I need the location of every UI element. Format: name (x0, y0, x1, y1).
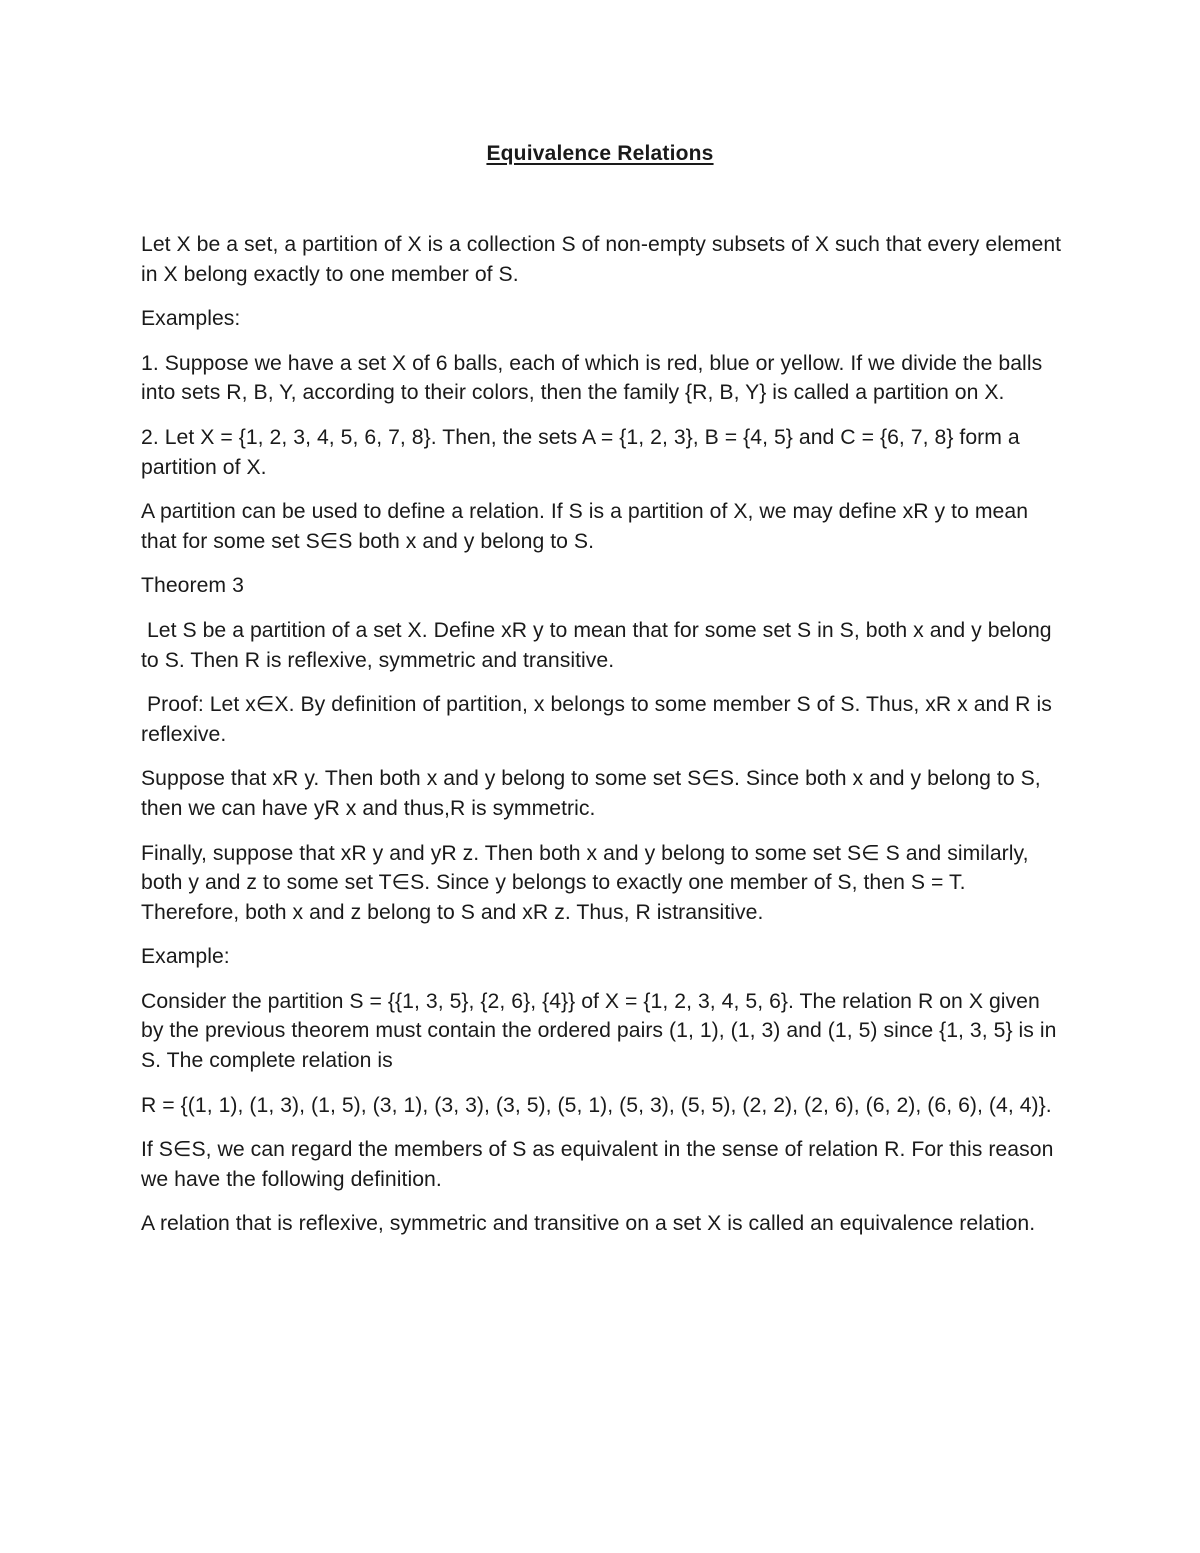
paragraph-theorem-statement: Let S be a partition of a set X. Define xR y to mean that for some set S in S, both x and y belong to S. Then R is reflexive, symmetric and transitive. (141, 618, 1058, 672)
paragraph-proof-reflexive: Proof: Let x∈X. By definition of partition, x belongs to some member S of S. Thus, xR x and R is reflexive. (141, 693, 1058, 746)
paragraph-theorem-heading: Theorem 3 (141, 574, 244, 598)
paragraph-example-partition: Consider the partition S = {{1, 3, 5}, {2, 6}, {4}} of X = {1, 2, 3, 4, 5, 6}. The relation R on X given by the previous theorem must contain the ordered pairs (1, 1), (1, 3) and (1, 5) since {1, 3, 5} is in S. The complete relation is (141, 989, 1057, 1073)
document-title: Equivalence Relations (486, 142, 714, 165)
paragraph-partition-relation: A partition can be used to define a relation. If S is a partition of X, we may define xR y to mean that for some set S∈S both x and y belong to S. (141, 500, 1029, 553)
paragraph-examples-heading: Examples: (141, 307, 241, 331)
paragraph-example-heading: Example: (141, 945, 230, 969)
document-body (141, 230, 1066, 1254)
paragraph-example-sets: 2. Let X = {1, 2, 3, 4, 5, 6, 7, 8}. Then, the sets A = {1, 2, 3}, B = {4, 5} and C = {6, 7, 8} form a partition of X. (141, 425, 1020, 479)
paragraph-example-balls: 1. Suppose we have a set X of 6 balls, each of which is red, blue or yellow. If we divide the balls into sets R, B, Y, according to their colors, then the family {R, B, Y} is called a partition on X. (141, 351, 1043, 405)
paragraph-equivalence-definition: A relation that is reflexive, symmetric and transitive on a set X is called an equivalence relation. (141, 1212, 1036, 1236)
paragraph-proof-symmetric: Suppose that xR y. Then both x and y belong to some set S∈S. Since both x and y belong to S, then we can have yR x and thus,R is symmetric. (141, 767, 1041, 820)
paragraph-complete-relation: R = {(1, 1), (1, 3), (1, 5), (3, 1), (3, 3), (3, 5), (5, 1), (5, 3), (5, 5), (2, 2), (2, 6), (6, 2), (6, 6), (4, 4)}. (141, 1093, 1052, 1117)
paragraph-equivalent-members: If S∈S, we can regard the members of S as equivalent in the sense of relation R. For this reason we have the following definition. (141, 1138, 1054, 1191)
paragraph-proof-transitive: Finally, suppose that xR y and yR z. Then both x and y belong to some set S∈ S and similarly, both y and z to some set T∈S. Since y belongs to exactly one member of S, then S = T. Therefore, both x and z belong to S and xR z. Thus, R istransitive. (141, 841, 1029, 924)
paragraph-partition-definition: Let X be a set, a partition of X is a collection S of non-empty subsets of X such that every element in X belong exactly to one member of S. (141, 233, 1062, 286)
